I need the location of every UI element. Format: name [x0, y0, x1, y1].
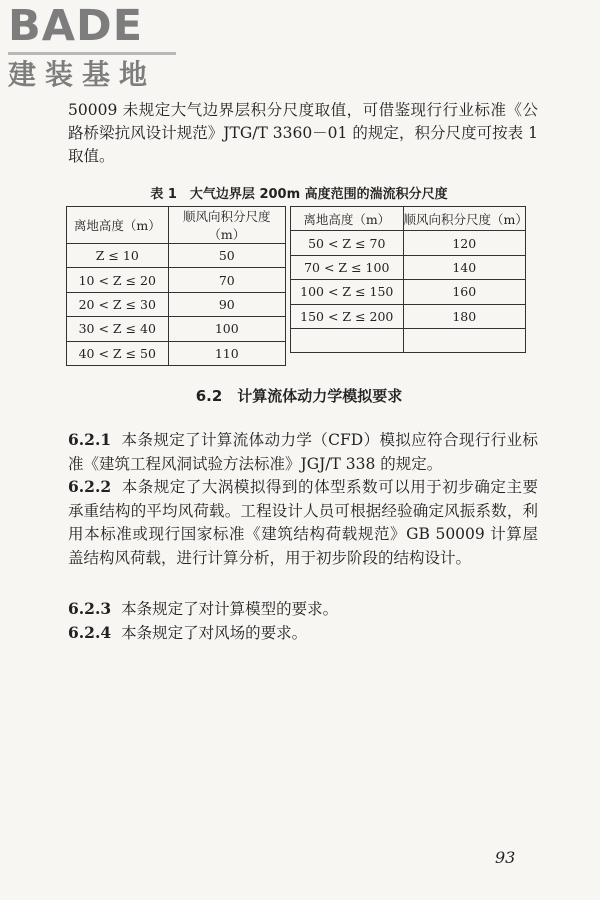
table-row	[67, 268, 286, 292]
table-row	[67, 292, 286, 316]
table-row	[291, 280, 526, 304]
turbulence-table-left	[66, 206, 286, 366]
clause-text: 本条规定了大涡模拟得到的体型系数可以用于初步确定主要承重结构的平均风荷载。工程设计人员可根据经验确定风振系数，利用本标准或现行国家标准《建筑结构荷载规范》GB 50009 计算屋盖结构风荷载，进行计算分析，用于初步阶段的结构设计。	[68, 478, 538, 567]
header-scale: 顺风向积分尺度（m）	[168, 207, 285, 244]
publisher-logo	[8, 1, 178, 93]
table-row	[291, 304, 526, 328]
logo-divider	[8, 52, 176, 55]
cell-height: 70 < Z ≤ 100	[291, 255, 404, 279]
header-scale: 顺风向积分尺度（m）	[403, 207, 525, 231]
table-row	[67, 341, 286, 365]
clause-number: 6.2.2	[68, 477, 112, 496]
clause-text: 本条规定了计算流体动力学（CFD）模拟应符合现行行业标准《建筑工程风洞试验方法标准》JGJ/T 338 的规定。	[68, 431, 538, 473]
table-caption: 表 1 大气边界层 200m 高度范围的湍流积分尺度	[150, 187, 448, 202]
cell-scale: 50	[168, 244, 285, 268]
cell-scale	[403, 328, 525, 352]
header-height: 离地高度（m）	[291, 207, 404, 231]
cell-height: 40 < Z ≤ 50	[67, 341, 169, 365]
table-header-row	[67, 207, 286, 244]
page-number: 93	[495, 848, 516, 867]
clause-number: 6.2.3	[68, 599, 112, 618]
turbulence-table-right	[290, 206, 526, 353]
clause-number: 6.2.1	[68, 430, 112, 449]
clause-6-2-2	[68, 475, 538, 570]
clause-6-2-1	[68, 428, 538, 476]
table-row-empty	[291, 328, 526, 352]
clause-6-2-4	[68, 621, 538, 646]
cell-scale: 140	[403, 255, 525, 279]
logo-wordmark: BADE	[8, 1, 144, 51]
clause-text: 本条规定了对计算模型的要求。	[121, 600, 339, 618]
cell-height: 100 < Z ≤ 150	[291, 280, 404, 304]
logo-chinese-name: 建装基地	[8, 58, 157, 91]
table-header-row	[291, 207, 526, 231]
cell-height	[291, 328, 404, 352]
cell-scale: 100	[168, 317, 285, 341]
section-heading: 6.2 计算流体动力学模拟要求	[195, 387, 403, 405]
table-row	[291, 255, 526, 279]
cell-height: 50 < Z ≤ 70	[291, 231, 404, 255]
cell-height: 20 < Z ≤ 30	[67, 292, 169, 316]
table-row	[67, 244, 286, 268]
cell-height: 30 < Z ≤ 40	[67, 317, 169, 341]
cell-scale: 110	[168, 341, 285, 365]
clause-number: 6.2.4	[68, 623, 112, 642]
cell-height: Z ≤ 10	[67, 244, 169, 268]
cell-scale: 180	[403, 304, 525, 328]
cell-scale: 70	[168, 268, 285, 292]
header-height: 离地高度（m）	[67, 207, 169, 244]
table-row	[67, 317, 286, 341]
intro-paragraph: 50009 未规定大气边界层积分尺度取值，可借鉴现行行业标准《公路桥梁抗风设计规范》JTG/T 3360－01 的规定，积分尺度可按表 1 取值。	[68, 101, 538, 165]
cell-scale: 160	[403, 280, 525, 304]
cell-height: 10 < Z ≤ 20	[67, 268, 169, 292]
clause-6-2-3	[68, 597, 538, 622]
table-row	[291, 231, 526, 255]
cell-scale: 90	[168, 292, 285, 316]
cell-height: 150 < Z ≤ 200	[291, 304, 404, 328]
cell-scale: 120	[403, 231, 525, 255]
clause-text: 本条规定了对风场的要求。	[121, 624, 308, 642]
